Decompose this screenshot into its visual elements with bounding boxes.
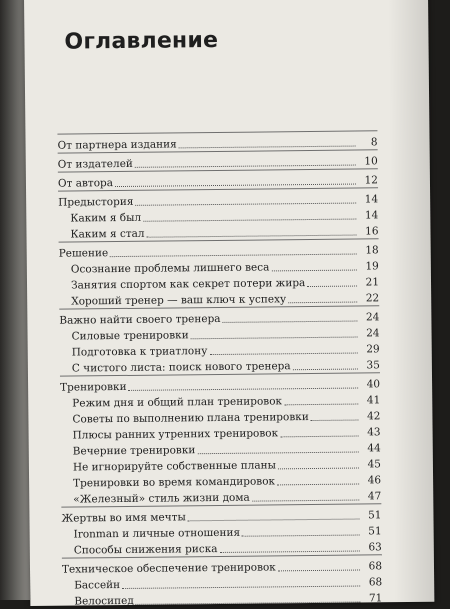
dot-leader bbox=[311, 419, 359, 421]
toc-page-number: 24 bbox=[365, 311, 380, 324]
toc-page-number: 8 bbox=[370, 136, 378, 149]
dot-leader bbox=[147, 234, 357, 238]
page-title: Оглавление bbox=[64, 27, 219, 55]
toc-page-number: 12 bbox=[364, 174, 379, 187]
dot-leader bbox=[220, 550, 360, 553]
toc-page-number: 40 bbox=[366, 378, 381, 391]
toc-entry-label: С чистого листа: поиск нового тренера bbox=[71, 360, 291, 375]
toc-page-number: 45 bbox=[367, 458, 381, 471]
dot-leader bbox=[136, 601, 361, 605]
dot-leader bbox=[284, 403, 358, 406]
toc-entry-label: Занятия спортом как секрет потери жира bbox=[70, 277, 306, 292]
toc-entry-label: Советы по выполнению плана тренировки bbox=[72, 411, 309, 426]
toc-entry-label: От издателей bbox=[57, 157, 133, 171]
toc-page-number: 51 bbox=[368, 525, 382, 538]
dot-leader bbox=[122, 585, 360, 589]
dot-leader bbox=[280, 435, 358, 438]
toc-entry-label: Тренировки bbox=[60, 380, 127, 394]
dot-leader bbox=[110, 253, 357, 258]
toc-entry-label: «Железный» стиль жизни дома bbox=[73, 491, 250, 506]
dot-leader bbox=[223, 320, 358, 323]
toc-page-number: 71 bbox=[368, 592, 383, 605]
toc-entry-label: Жертвы во имя мечты bbox=[61, 511, 186, 525]
toc-entry-label: Режим дня и общий план тренировок bbox=[72, 395, 283, 410]
toc-page-number: 24 bbox=[366, 327, 380, 340]
dot-leader bbox=[135, 164, 356, 168]
toc-entry-label: Велосипед bbox=[74, 594, 134, 608]
toc-entry-label: Решение bbox=[58, 247, 109, 260]
toc-entry-label: Каким я был bbox=[70, 211, 142, 225]
dot-leader bbox=[293, 368, 358, 371]
toc-entry-label: Техническое обеспечение тренировок bbox=[61, 561, 276, 576]
page-shadow bbox=[388, 0, 434, 602]
toc-page-number: 29 bbox=[366, 343, 380, 356]
toc-entry-label: Плюсы ранних утренних тренировок bbox=[72, 427, 279, 442]
toc-entry-label: Способы снижения риска bbox=[73, 543, 218, 557]
dot-leader bbox=[115, 183, 356, 188]
toc-entry-label: Подготовка к триатлону bbox=[71, 345, 208, 359]
toc-page-number: 21 bbox=[365, 276, 380, 289]
toc-entry-label: Вечерние тренировки bbox=[72, 444, 196, 458]
dot-leader bbox=[197, 451, 358, 455]
dot-leader bbox=[271, 269, 356, 272]
toc-page-number: 68 bbox=[368, 576, 383, 589]
toc-section bbox=[58, 187, 379, 241]
toc-page-number: 51 bbox=[368, 509, 382, 522]
toc-section bbox=[59, 238, 380, 308]
toc-section bbox=[62, 554, 383, 608]
toc-page-number: 19 bbox=[365, 260, 379, 273]
toc-entry-label: Хороший тренер — ваш ключ к успеху bbox=[71, 293, 287, 308]
dot-leader bbox=[209, 352, 357, 356]
dot-leader bbox=[129, 387, 359, 391]
toc-section bbox=[60, 372, 381, 506]
toc-page-number: 18 bbox=[365, 244, 379, 257]
toc-page-number: 41 bbox=[366, 394, 381, 407]
dot-leader bbox=[242, 534, 360, 537]
toc-page-number: 16 bbox=[365, 225, 379, 238]
toc-entry-label: Важно найти своего тренера bbox=[59, 312, 221, 327]
toc-page-number: 35 bbox=[366, 359, 380, 372]
dot-leader bbox=[288, 301, 357, 304]
dot-leader bbox=[278, 467, 359, 470]
toc-page-number: 10 bbox=[364, 155, 378, 168]
dot-leader bbox=[307, 285, 357, 288]
toc-entry-label: От партнера издания bbox=[57, 138, 177, 152]
toc-page-number: 63 bbox=[368, 541, 382, 554]
dot-leader bbox=[278, 569, 360, 572]
toc-section bbox=[61, 503, 382, 557]
toc-entry-label: От автора bbox=[57, 177, 114, 190]
toc-entry-label: Тренировки во время командировок bbox=[73, 475, 276, 490]
toc-page-number: 14 bbox=[364, 193, 379, 206]
toc-page-number: 68 bbox=[368, 560, 383, 573]
book-page bbox=[24, 0, 434, 606]
toc-entry-label: Осознание проблемы лишнего веса bbox=[70, 261, 270, 276]
dot-leader bbox=[277, 483, 359, 486]
toc-page-number: 42 bbox=[366, 410, 381, 423]
toc-subchapter[interactable] bbox=[62, 589, 382, 608]
dot-leader bbox=[252, 499, 359, 502]
toc-page-number: 46 bbox=[367, 474, 382, 487]
toc-page-number: 14 bbox=[364, 209, 379, 222]
toc-entry-label: Бассейн bbox=[74, 579, 121, 592]
toc-page-number: 44 bbox=[367, 442, 381, 455]
table-of-contents bbox=[57, 130, 382, 608]
toc-page-number: 47 bbox=[367, 490, 382, 503]
toc-page-number: 43 bbox=[367, 426, 381, 439]
dot-leader bbox=[188, 518, 360, 522]
toc-entry-label: Каким я стал bbox=[70, 227, 145, 241]
toc-entry-label: Не игнорируйте собственные планы bbox=[72, 459, 277, 474]
toc-section bbox=[59, 305, 380, 375]
toc-page-number: 22 bbox=[365, 292, 380, 305]
toc-entry-label: Ironman и личные отношения bbox=[73, 526, 241, 541]
dot-leader bbox=[143, 218, 356, 222]
dot-leader bbox=[135, 202, 356, 206]
toc-entry-label: Предыстория bbox=[58, 195, 134, 209]
dot-leader bbox=[191, 336, 358, 340]
dot-leader bbox=[179, 145, 356, 149]
toc-entry-label: Силовые тренировки bbox=[71, 329, 189, 343]
